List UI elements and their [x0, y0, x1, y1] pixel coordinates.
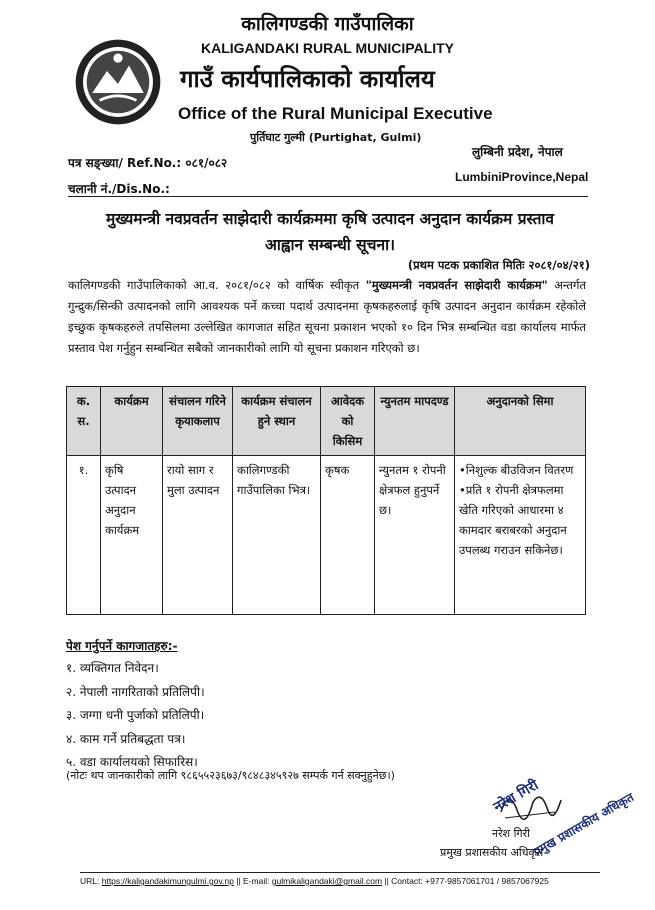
- cell-sn: १.: [67, 456, 101, 615]
- footer: [80, 876, 600, 886]
- notice-title: [60, 206, 600, 258]
- municipality-name-np: कालिगण्डकी गाउँपालिका: [241, 13, 414, 35]
- dispatch-number: चलानी नं./Dis.No.:: [68, 182, 170, 196]
- col-header-place: कार्यक्रम संचालन हुने स्थान: [233, 387, 321, 456]
- notice-title-line1: मुख्यमन्त्री नवप्रवर्तन साझेदारी कार्यक्रममा कृषि उत्पादन अनुदान कार्यक्रम प्रस्ताव: [105, 210, 555, 228]
- list-item: ५. वडा कार्यालयको सिफारिस।: [66, 755, 198, 769]
- col-header-limit: अनुदानको सिमा: [455, 387, 586, 456]
- cell-program: कृषि उत्पादन अनुदान कार्यक्रम: [101, 456, 163, 615]
- body-text-post: अन्तर्गत गुन्द्रुक/सिन्की उत्पादनको लागि आवश्यक पर्ने कच्चा पदार्थ उत्पादनमा कृषकहरुलाई कृषि उत्पादन अनुदान कार्यक्रम रहेकोले इच्छुक कृषकहरुले तपसिलमा उल्लेखित कागजात सहित सूचना प्रकाशन भएको १० दिन भित्र सम्बन्धित वडा कार्यालय मार्फत प्रस्ताव पेश गर्नुहुन सम्बन्धित सबैको जानकारीको लागि यो सूचना प्रकाशन गरिएको छ।: [68, 278, 586, 355]
- footer-url-link[interactable]: https://kaligandakimungulmi.gov.np: [101, 876, 234, 886]
- list-item: ३. जग्गा धनी पुर्जाको प्रतिलिपी।: [66, 708, 205, 722]
- body-text-pre: कालिगण्डकी गाउँपालिकाको आ.व. २०८१/०८२ को वार्षिक स्वीकृत: [68, 278, 366, 292]
- list-item: २. नेपाली नागरिताको प्रतिलिपी।: [66, 684, 205, 699]
- col-header-applicant: आवेदक को किसिम: [321, 387, 375, 456]
- stamp-role: प्रमुख प्रशासकीय अधिकृत: [531, 790, 637, 859]
- cell-criteria: न्युनतम १ रोपनी क्षेत्रफल हुनुपर्ने छ।: [375, 456, 455, 615]
- published-date: (प्रथम पटक प्रकाशित मितिः २०८१/०४/२१): [407, 258, 590, 272]
- list-item: ४. काम गर्ने प्रतिबद्धता पत्र।: [66, 731, 186, 746]
- footer-email-link[interactable]: gulmikaligandaki@gmail.com: [271, 876, 383, 886]
- province-np: लुम्बिनी प्रदेश, नेपाल: [472, 145, 563, 159]
- footer-divider: [80, 872, 600, 873]
- cell-applicant: कृषक: [321, 456, 375, 615]
- program-name-bold: "मुख्यमन्त्री नवप्रवर्तन साझेदारी कार्यक्रम": [365, 278, 548, 292]
- table-row: [67, 456, 586, 615]
- list-item: १. व्यक्तिगत निवेदन।: [66, 661, 159, 675]
- limit-item-1: •निशुल्क बीउविजन वितरण: [459, 463, 574, 477]
- office-location: पुर्तिघाट गुल्मी (Purtighat, Gulmi): [250, 131, 422, 144]
- header-divider: [68, 196, 588, 197]
- documents-list: [66, 657, 205, 775]
- reference-number: पत्र सङ्ख्या/ Ref.No.: ०८१/०८२: [68, 156, 228, 170]
- office-name-np: गाउँ कार्यपालिकाको कार्यालय: [180, 65, 435, 93]
- municipality-name-en: KALIGANDAKI RURAL MUNICIPALITY: [200, 40, 455, 56]
- cell-place: कालिगण्डकी गाउँपालिका भित्र।: [233, 456, 321, 615]
- notice-title-line2: आह्वान सम्बन्धी सूचना।: [265, 236, 395, 254]
- footer-email-label: || E-mail:: [233, 876, 272, 886]
- col-header-sn: क. स.: [67, 387, 101, 456]
- limit-item-2: •प्रति १ रोपनी क्षेत्रफलमा खेति गरिएको आधारमा ४ कामदार बराबरको अनुदान उपलब्ध गराउन सकिनेछ।: [459, 483, 567, 557]
- documents-heading: पेश गर्नुपर्ने कागजातहरु:-: [66, 639, 178, 653]
- table-header-row: [67, 387, 586, 456]
- signatory-role: प्रमुख प्रशासकीय अधिकृत: [440, 846, 544, 859]
- col-header-program: कार्यक्रम: [101, 387, 163, 456]
- contact-note: (नोटः थप जानकारीको लागि ९८६५५२३६७३/९८४८३४५९२७ सम्पर्क गर्न सक्नुहुनेछ।): [66, 769, 395, 782]
- footer-url-label: URL:: [80, 876, 102, 886]
- notice-body: [68, 275, 586, 359]
- stamp-name: नरेश गिरी: [491, 777, 542, 816]
- province-en: LumbiniProvince,Nepal: [455, 170, 589, 184]
- cell-activity: रायो साग र मुला उत्पादन: [163, 456, 233, 615]
- program-table: [66, 386, 586, 615]
- signatory-name: नरेश गिरी: [492, 827, 530, 840]
- footer-contact: || Contact: +977-9857061701 / 9857067925: [382, 876, 549, 886]
- cell-limit: [455, 456, 586, 615]
- col-header-activity: संचालन गरिने कृयाकलाप: [163, 387, 233, 456]
- col-header-criteria: न्युनतम मापदण्ड: [375, 387, 455, 456]
- office-name-en: Office of the Rural Municipal Executive: [178, 104, 493, 123]
